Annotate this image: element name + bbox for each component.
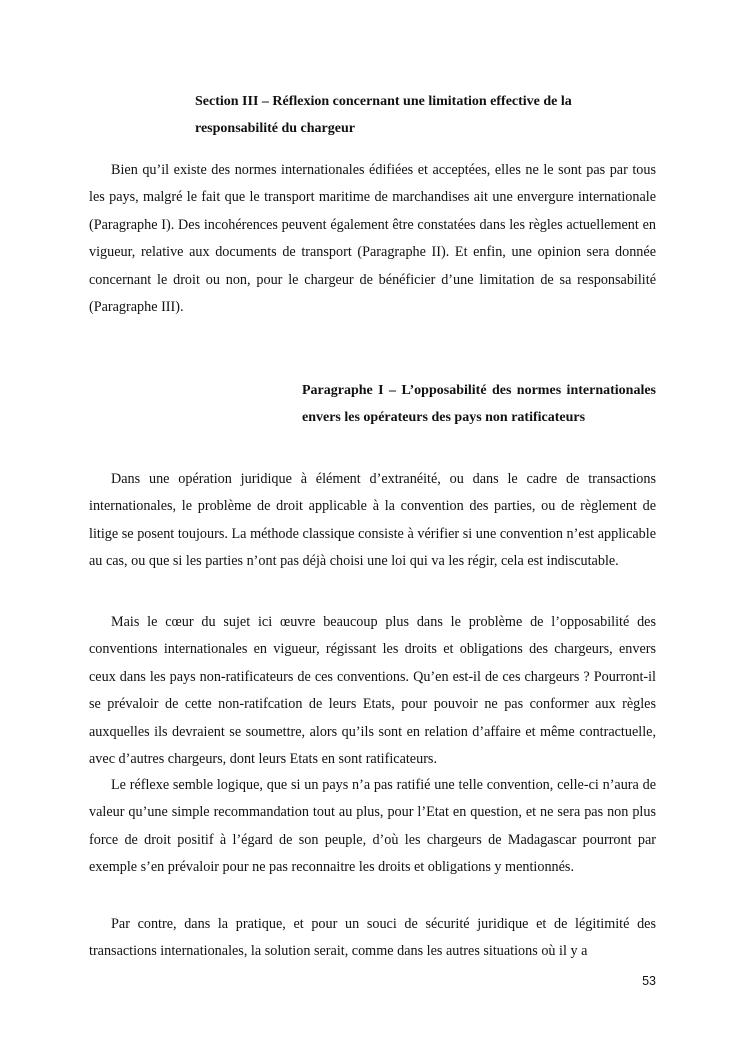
page-number: 53 (642, 974, 656, 988)
body-paragraph-1: Dans une opération juridique à élément d’extranéité, ou dans le cadre de transactions internationales, le problème de droit applicable à la convention des parties, ou de règlement de litige se posent toujours. La méthode classique consiste à vérifier si une convention n’est applicable au cas, ou que si les parties n’ont pas déjà choisi une loi qui va les régir, cela est indiscutable. (89, 471, 656, 570)
body-paragraph-4: Par contre, dans la pratique, et pour un souci de sécurité juridique et de légitimité des transactions internationales, la solution serait, comme dans les autres situations où il y a (89, 916, 656, 960)
paragraph-heading: Paragraphe I – L’opposabilité des normes internationales envers les opérateurs des pays non ratificateurs (302, 383, 656, 425)
body-paragraph-3: Le réflexe semble logique, que si un pays n’a pas ratifié une telle convention, celle-ci n’aura de valeur qu’une simple recommandation tout au plus, pour l’Etat en question, et ne sera pas non plus force de droit positif à l’égard de son peuple, d’où les chargeurs de Madagascar pourront par exemple s’en prévaloir pour ne pas reconnaitre les droits et obligations y mentionnés. (89, 777, 656, 876)
body-paragraph-2: Mais le cœur du sujet ici œuvre beaucoup plus dans le problème de l’opposabilité des conventions internationales en vigueur, régissant les droits et obligations des chargeurs, envers ceux dans les pays non-ratificateurs de ces conventions. Qu’en est-il de ces chargeurs ? Pourront-il se prévaloir de cette non-ratifcation de leurs Etats, pour pouvoir ne pas conformer aux règles auxquelles ils devraient se soumettre, alors qu’ils sont en relation d’affaire et même contractuelle, avec d’autres chargeurs, dont leurs Etats en sont ratificateurs. (89, 614, 656, 768)
section-heading: Section III – Réflexion concernant une limitation effective de la responsabilité du chargeur (195, 94, 572, 136)
intro-paragraph: Bien qu’il existe des normes internationales édifiées et acceptées, elles ne le sont pas par tous les pays, malgré le fait que le transport maritime de marchandises ait une envergure internationale (Paragraphe I). Des incohérences peuvent également être constatées dans les règles actuellement en vigueur, relative aux documents de transport (Paragraphe II). Et enfin, une opinion sera donnée concernant le droit ou non, pour le chargeur de bénéficier d’une limitation de sa responsabilité (Paragraphe III). (89, 162, 656, 316)
